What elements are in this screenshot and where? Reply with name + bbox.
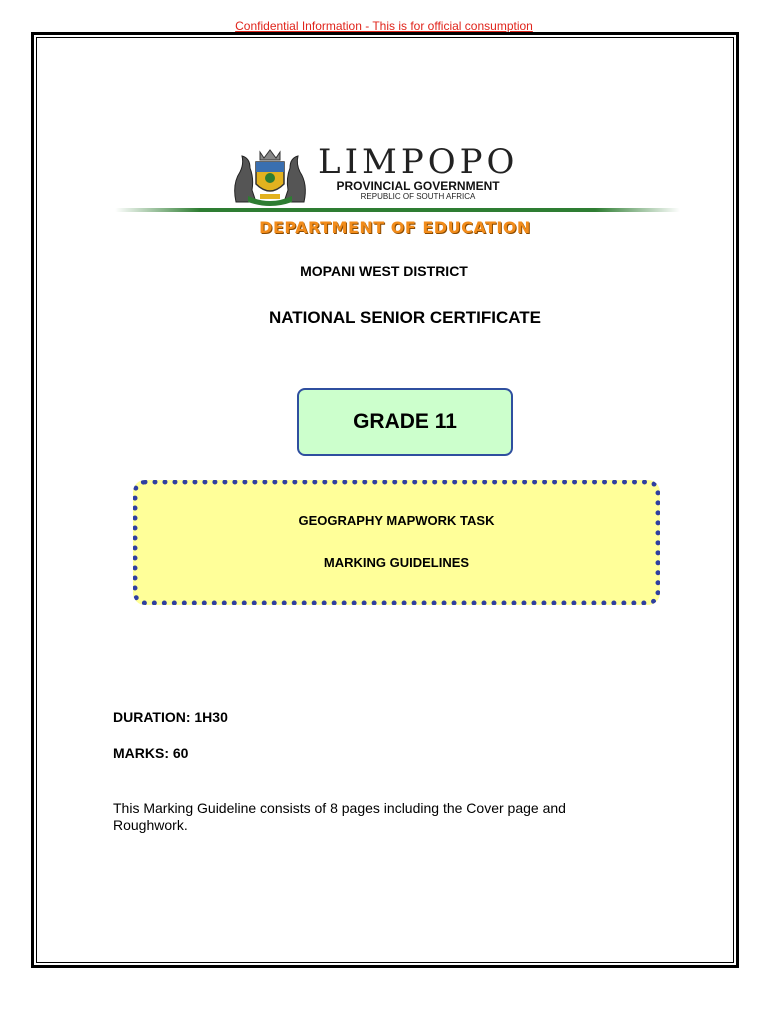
logo-republic: REPUBLIC OF SOUTH AFRICA — [360, 192, 476, 201]
task-title: GEOGRAPHY MAPWORK TASK — [298, 513, 495, 528]
confidential-notice: Confidential Information - This is for official consumption — [235, 19, 533, 33]
task-subtitle: MARKING GUIDELINES — [323, 555, 470, 570]
certificate-title: NATIONAL SENIOR CERTIFICATE — [269, 308, 541, 327]
coat-of-arms-icon — [230, 144, 310, 208]
page-count-note: This Marking Guideline consists of 8 pages including the Cover page and Roughwork. — [113, 800, 566, 833]
duration-label: DURATION: 1H30 — [113, 709, 228, 725]
department-title: DEPARTMENT OF EDUCATION — [259, 218, 531, 237]
logo-divider — [115, 208, 680, 212]
district-name: MOPANI WEST DISTRICT — [300, 263, 468, 279]
grade-label: GRADE 11 — [353, 410, 457, 433]
marks-label: MARKS: 60 — [113, 745, 189, 761]
grade-box — [297, 388, 513, 456]
task-box — [133, 480, 660, 605]
logo-subtitle: PROVINCIAL GOVERNMENT — [336, 179, 500, 193]
logo-title: LIMPOPO — [318, 142, 519, 182]
